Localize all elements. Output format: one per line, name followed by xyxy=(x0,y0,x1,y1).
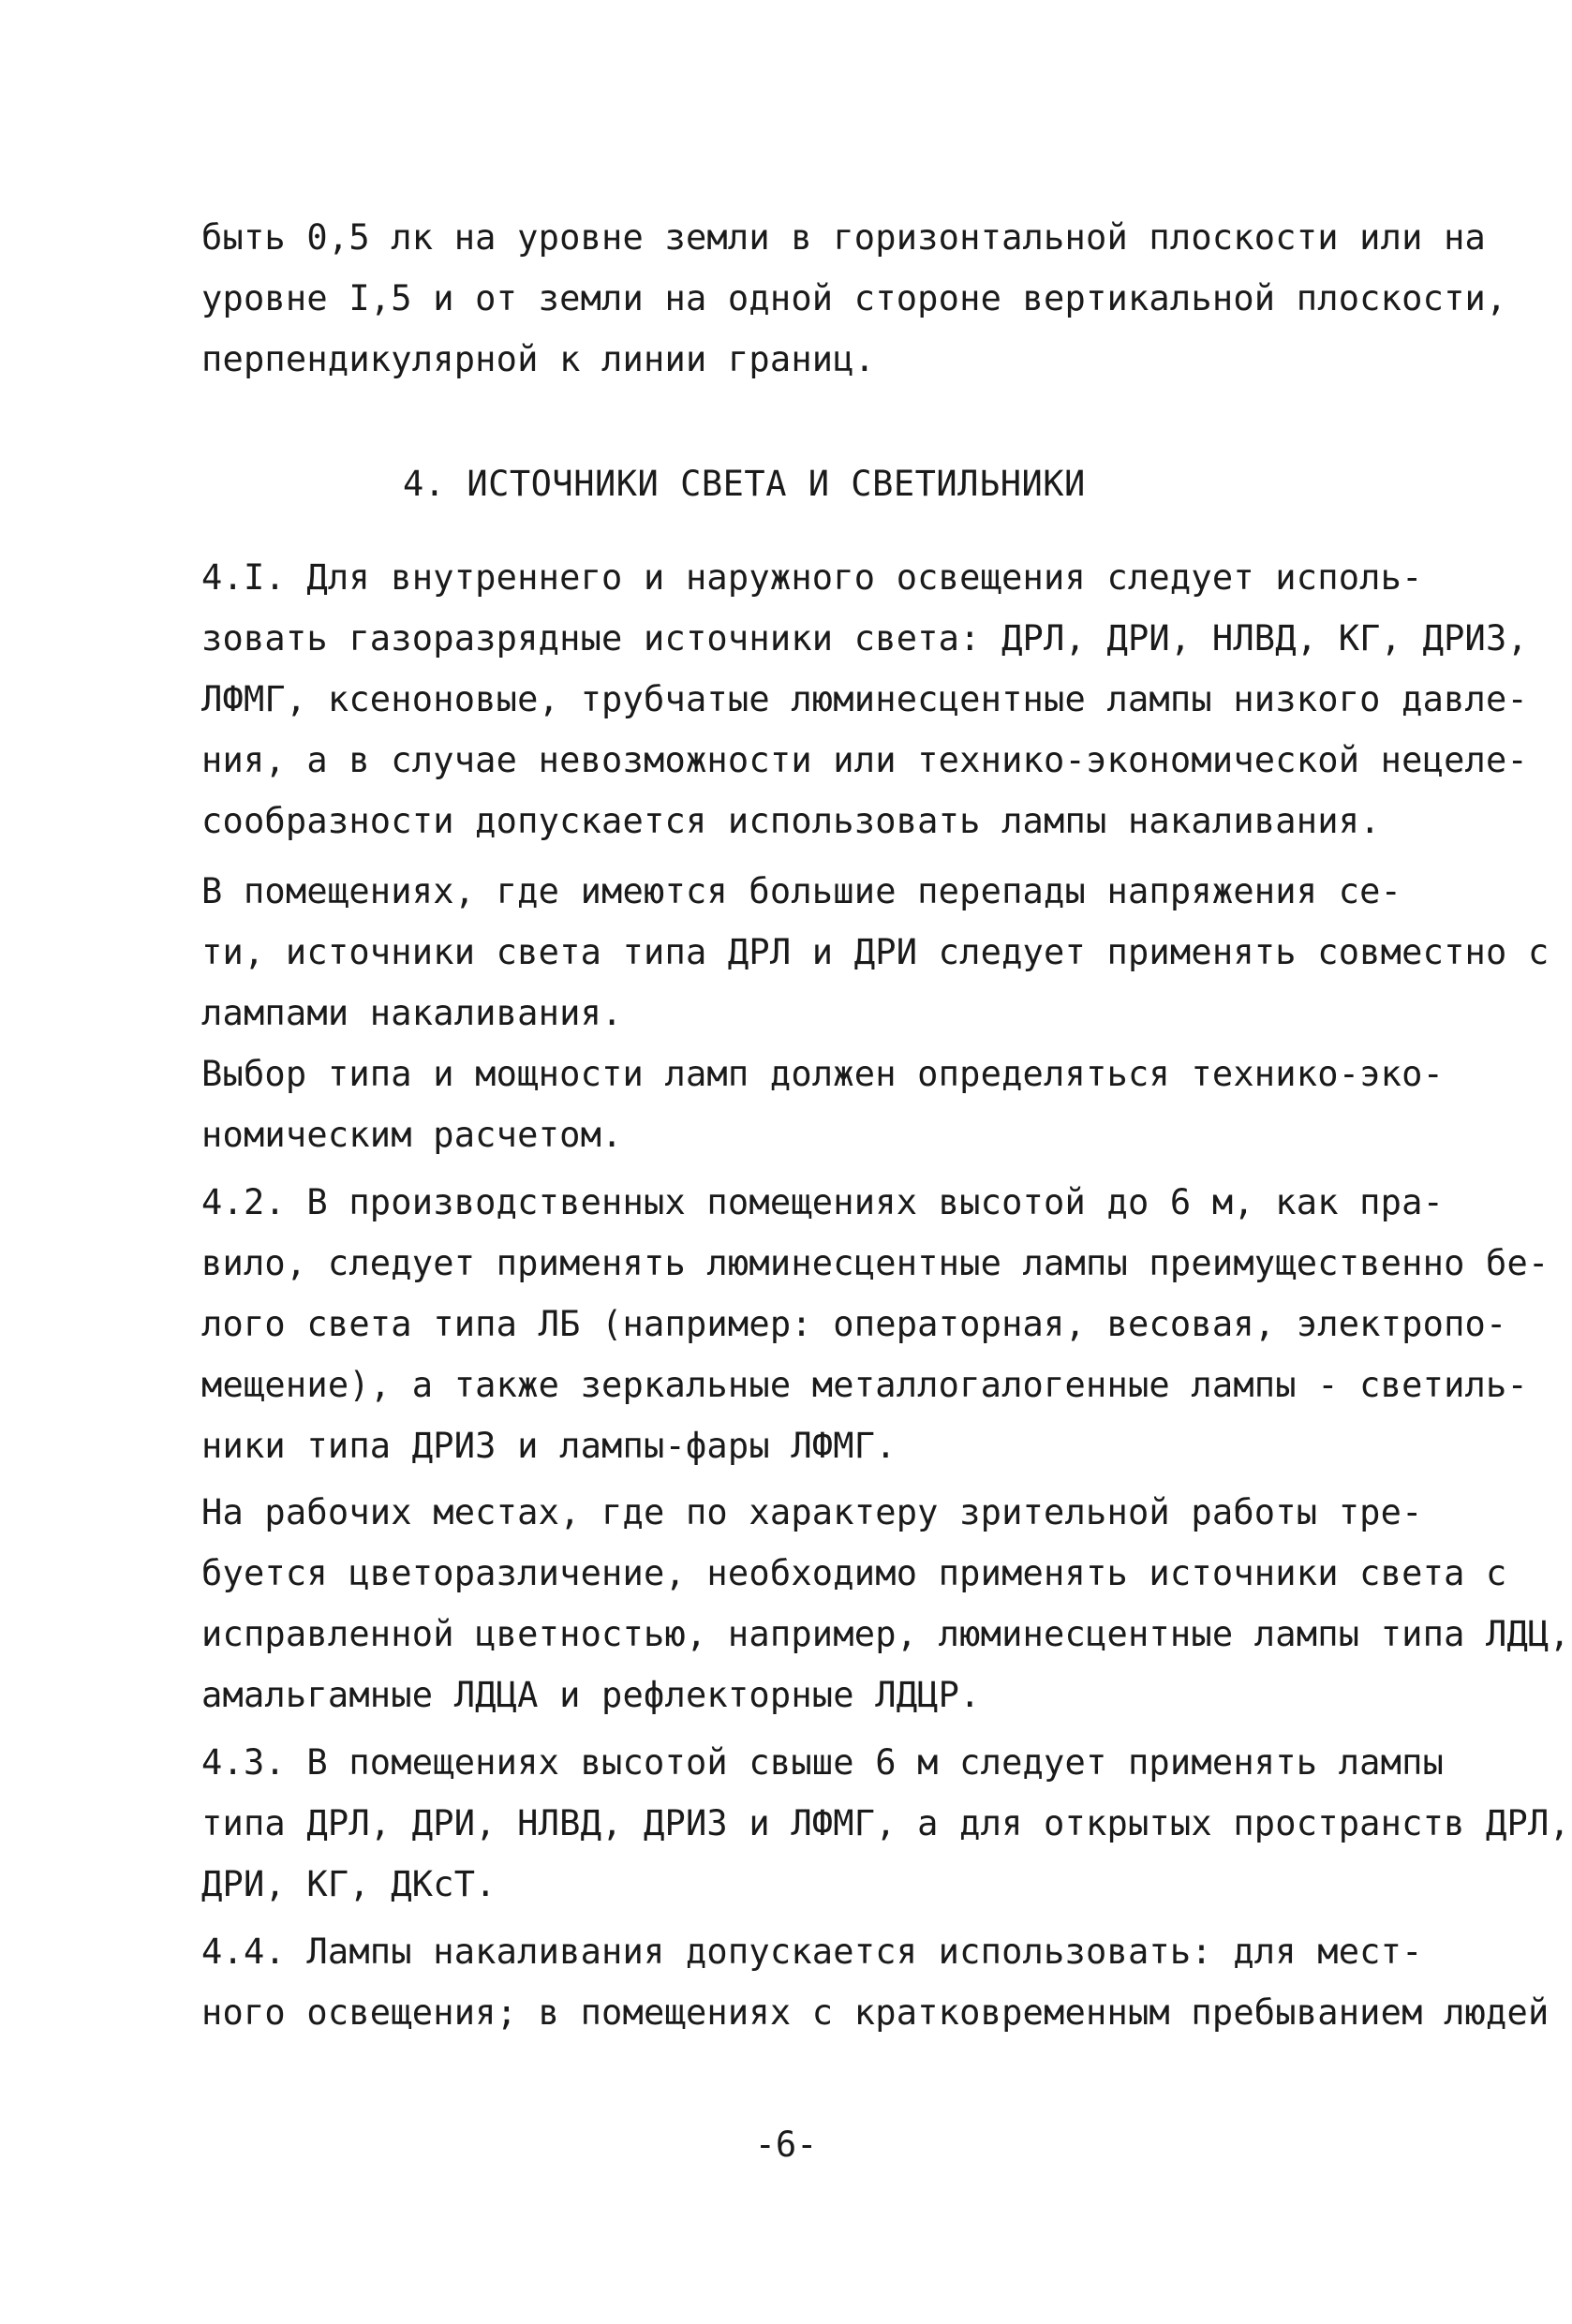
text-line: ти, источники света типа ДРЛ и ДРИ следует применять совместно с xyxy=(201,932,1550,972)
text-line: зовать газоразрядные источники света: ДРЛ, ДРИ, НЛВД, КГ, ДРИЗ, xyxy=(201,618,1528,659)
text-line: быть 0,5 лк на уровне земли в горизонтальной плоскости или на xyxy=(201,217,1487,258)
text-line: буется цветоразличение, необходимо применять источники света с xyxy=(201,1553,1507,1593)
text-line: типа ДРЛ, ДРИ, НЛВД, ДРИЗ и ЛФМГ, а для открытых пространств ДРЛ, xyxy=(201,1803,1570,1843)
text-line: В помещениях, где имеются большие перепады напряжения се- xyxy=(201,871,1402,911)
text-line: Выбор типа и мощности ламп должен определяться технико-эко- xyxy=(201,1054,1445,1094)
text-line: исправленной цветностью, например, люминесцентные лампы типа ЛДЦ, xyxy=(201,1614,1570,1654)
text-line: вило, следует применять люминесцентные лампы преимущественно бе- xyxy=(201,1243,1550,1283)
text-line: 4.2. В производственных помещениях высотой до 6 м, как пра- xyxy=(201,1182,1445,1222)
text-line: номическим расчетом. xyxy=(201,1115,623,1155)
text-line: На рабочих местах, где по характеру зрительной работы тре- xyxy=(201,1492,1423,1532)
section-heading: 4. ИСТОЧНИКИ СВЕТА И СВЕТИЛЬНИКИ xyxy=(403,464,1086,504)
page-number: -6- xyxy=(754,2124,818,2165)
text-line: ЛФМГ, ксеноновые, трубчатые люминесцентные лампы низкого давле- xyxy=(201,679,1528,719)
text-line: ния, а в случае невозможности или технико-экономической нецеле- xyxy=(201,740,1528,780)
text-line: лампами накаливания. xyxy=(201,993,623,1033)
text-line: амальгамные ЛДЦА и рефлекторные ЛДЦР. xyxy=(201,1675,981,1715)
text-line: сообразности допускается использовать лампы накаливания. xyxy=(201,801,1381,841)
text-line: 4.3. В помещениях высотой свыше 6 м следует применять лампы xyxy=(201,1742,1445,1783)
text-line: ного освещения; в помещениях с кратковременным пребыванием людей xyxy=(201,1992,1550,2033)
text-line: 4.I. Для внутреннего и наружного освещения следует исполь- xyxy=(201,557,1423,598)
text-line: уровне I,5 и от земли на одной стороне вертикальной плоскости, xyxy=(201,278,1507,318)
text-line: лого света типа ЛБ (например: операторная, весовая, электропо- xyxy=(201,1304,1507,1344)
text-line: 4.4. Лампы накаливания допускается использовать: для мест- xyxy=(201,1932,1423,1972)
text-line: ДРИ, КГ, ДКсТ. xyxy=(201,1864,497,1904)
text-line: перпендикулярной к линии границ. xyxy=(201,339,876,379)
text-line: ники типа ДРИЗ и лампы-фары ЛФМГ. xyxy=(201,1426,897,1466)
text-line: мещение), а также зеркальные металлогалогенные лампы - светиль- xyxy=(201,1365,1528,1405)
